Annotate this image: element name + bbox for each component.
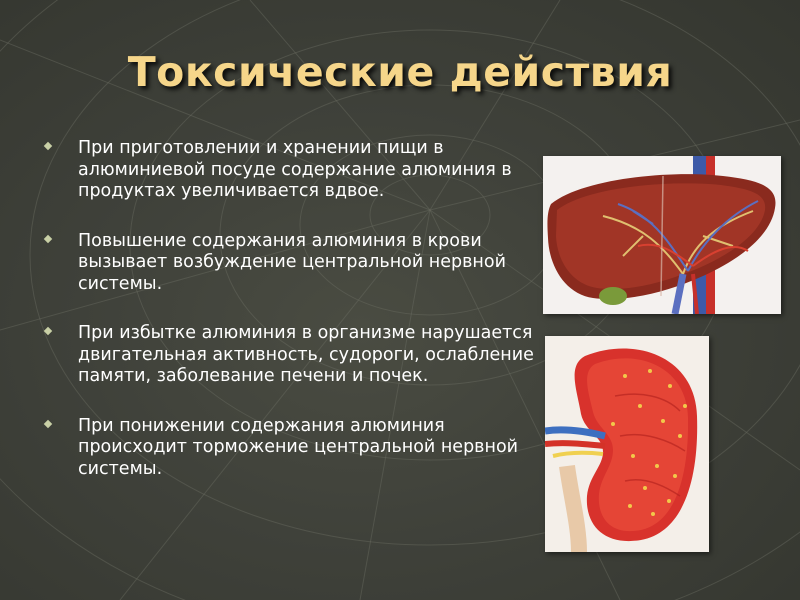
bullet-item	[42, 231, 537, 296]
diamond-bullet-icon	[44, 419, 52, 427]
bullet-item	[42, 138, 537, 203]
bullet-text: При избытке алюминия в организме нарушается двигательная активность, судороги, ослабление памяти, заболевание печени и почек.	[78, 323, 534, 386]
bullet-text: При приготовлении и хранении пищи в алюминиевой посуде содержание алюминия в продуктах увеличивается вдвое.	[78, 138, 512, 201]
diamond-bullet-icon	[44, 327, 52, 335]
slide-title: Токсические действия	[127, 48, 673, 96]
bullet-text: Повышение содержания алюминия в крови вызывает возбуждение центральной нервной системы.	[78, 230, 506, 294]
liver-illustration-icon	[543, 156, 781, 314]
kidney-image	[545, 336, 709, 552]
bullet-item	[42, 416, 537, 481]
diamond-bullet-icon	[44, 234, 52, 242]
bullet-list	[42, 138, 537, 508]
diamond-bullet-icon	[44, 142, 52, 150]
liver-image	[543, 156, 781, 314]
bullet-text: При понижении содержания алюминия происходит торможение центральной нервной системы.	[78, 415, 519, 479]
bullet-item	[42, 323, 537, 388]
kidney-illustration-icon	[545, 336, 709, 552]
